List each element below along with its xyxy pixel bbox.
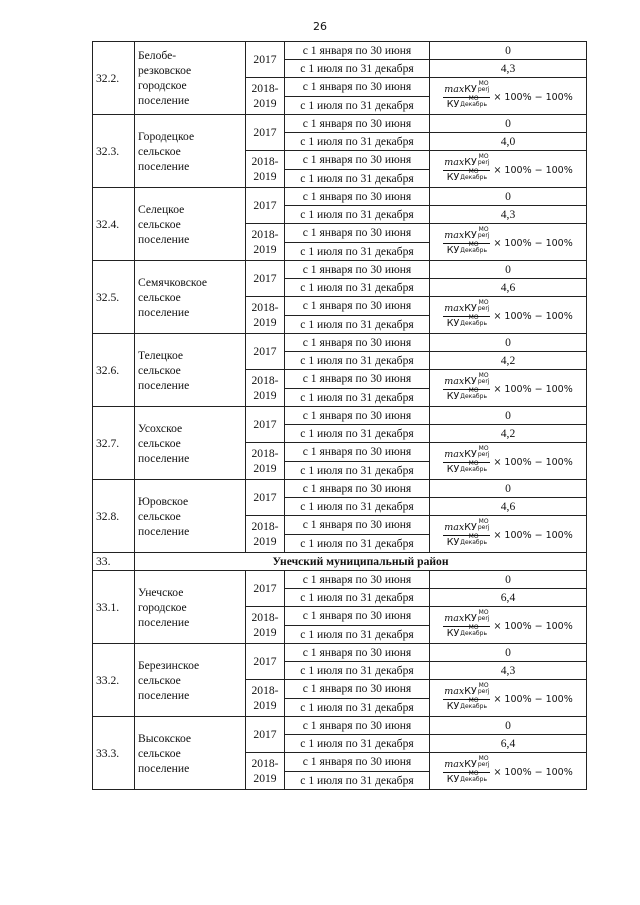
period-cell: с 1 января по 30 июня bbox=[285, 370, 430, 389]
value-cell: 0 bbox=[430, 480, 587, 498]
table-row bbox=[93, 42, 587, 60]
table-row bbox=[93, 115, 587, 133]
formula-ku: КУ bbox=[446, 701, 460, 712]
value-cell: 4,0 bbox=[430, 133, 587, 151]
formula-fraction bbox=[443, 518, 490, 549]
formula-indices bbox=[460, 698, 487, 710]
formula-sub: perj bbox=[477, 305, 490, 312]
formula-sub: perj bbox=[477, 378, 490, 385]
period-cell: с 1 июля по 31 декабря bbox=[285, 388, 430, 407]
formula-indices bbox=[478, 300, 490, 312]
formula-fraction bbox=[443, 80, 490, 111]
year-cell: 2017 bbox=[246, 261, 285, 297]
year-cell: 2017 bbox=[246, 407, 285, 443]
formula-ku: КУ bbox=[446, 464, 460, 475]
formula-denominator bbox=[446, 314, 487, 330]
year-cell: 2018- 2019 bbox=[246, 443, 285, 480]
period-cell: с 1 июля по 31 декабря bbox=[285, 735, 430, 753]
period-cell: с 1 июля по 31 декабря bbox=[285, 96, 430, 115]
value-cell: 0 bbox=[430, 42, 587, 60]
formula-ku: КУ bbox=[464, 157, 477, 168]
formula-ku: КУ bbox=[464, 376, 477, 387]
formula-sup: МО bbox=[468, 624, 479, 631]
year-cell: 2018- 2019 bbox=[246, 516, 285, 553]
formula-ku: КУ bbox=[446, 172, 460, 183]
value-cell: 0 bbox=[430, 115, 587, 133]
formula-max: max bbox=[444, 759, 465, 770]
formula-indices bbox=[460, 388, 487, 400]
formula-denominator bbox=[446, 168, 487, 184]
settlement-name: Семячковское сельское поселение bbox=[135, 261, 246, 334]
period-cell: с 1 января по 30 июня bbox=[285, 644, 430, 662]
formula-max: max bbox=[444, 303, 465, 314]
formula-ku: КУ bbox=[446, 628, 460, 639]
period-cell: с 1 июля по 31 декабря bbox=[285, 625, 430, 644]
formula-sub: perj bbox=[477, 615, 490, 622]
settlement-name: Селецкое сельское поселение bbox=[135, 188, 246, 261]
formula-ku: КУ bbox=[446, 537, 460, 548]
formula-indices bbox=[478, 227, 490, 239]
row-number: 32.3. bbox=[93, 115, 135, 188]
period-cell: с 1 июля по 31 декабря bbox=[285, 206, 430, 224]
formula-ku: КУ bbox=[464, 303, 477, 314]
formula-indices bbox=[460, 315, 487, 327]
table-row bbox=[93, 480, 587, 498]
settlement-name: Телецкое сельское поселение bbox=[135, 334, 246, 407]
growth-formula bbox=[443, 682, 573, 713]
tariff-table bbox=[92, 41, 587, 790]
page-number: 26 bbox=[313, 20, 327, 33]
formula-sub: Декабрь bbox=[460, 174, 487, 181]
year-cell: 2017 bbox=[246, 334, 285, 370]
growth-formula bbox=[443, 755, 573, 786]
table-row bbox=[93, 644, 587, 662]
row-number: 32.6. bbox=[93, 334, 135, 407]
period-cell: с 1 июля по 31 декабря bbox=[285, 698, 430, 717]
year-cell: 2017 bbox=[246, 42, 285, 78]
period-cell: с 1 января по 30 июня bbox=[285, 115, 430, 133]
year-cell: 2018- 2019 bbox=[246, 607, 285, 644]
formula-cell bbox=[430, 443, 587, 480]
formula-ku: КУ bbox=[446, 99, 460, 110]
period-cell: с 1 января по 30 июня bbox=[285, 480, 430, 498]
period-cell: с 1 июля по 31 декабря bbox=[285, 279, 430, 297]
formula-cell bbox=[430, 370, 587, 407]
settlement-name: Юровское сельское поселение bbox=[135, 480, 246, 553]
period-cell: с 1 июля по 31 декабря bbox=[285, 589, 430, 607]
formula-sup: МО bbox=[478, 445, 489, 452]
period-cell: с 1 июля по 31 декабря bbox=[285, 60, 430, 78]
formula-sup: МО bbox=[468, 533, 479, 540]
formula-indices bbox=[478, 81, 490, 93]
period-cell: с 1 января по 30 июня bbox=[285, 443, 430, 462]
table-row bbox=[93, 334, 587, 352]
settlement-name: Усохское сельское поселение bbox=[135, 407, 246, 480]
settlement-name: Унечское городское поселение bbox=[135, 571, 246, 644]
formula-ku: КУ bbox=[464, 686, 477, 697]
formula-ku: КУ bbox=[464, 613, 477, 624]
formula-tail: × 100% − 100% bbox=[493, 384, 573, 395]
formula-indices bbox=[460, 461, 487, 473]
formula-sup: МО bbox=[468, 314, 479, 321]
formula-indices bbox=[478, 373, 490, 385]
formula-sub: perj bbox=[477, 451, 490, 458]
formula-ku: КУ bbox=[446, 318, 460, 329]
formula-ku: КУ bbox=[464, 84, 477, 95]
period-cell: с 1 июля по 31 декабря bbox=[285, 534, 430, 553]
formula-sup: МО bbox=[468, 770, 479, 777]
row-number: 32.2. bbox=[93, 42, 135, 115]
row-number: 33.1. bbox=[93, 571, 135, 644]
formula-sup: МО bbox=[478, 518, 489, 525]
formula-sub: Декабрь bbox=[460, 101, 487, 108]
formula-sup: МО bbox=[468, 460, 479, 467]
formula-sub: Декабрь bbox=[460, 776, 487, 783]
year-cell: 2017 bbox=[246, 644, 285, 680]
value-cell: 0 bbox=[430, 407, 587, 425]
formula-sup: МО bbox=[468, 95, 479, 102]
formula-sup: МО bbox=[478, 299, 489, 306]
formula-ku: КУ bbox=[446, 245, 460, 256]
value-cell: 0 bbox=[430, 644, 587, 662]
period-cell: с 1 января по 30 июня bbox=[285, 516, 430, 535]
formula-indices bbox=[478, 756, 490, 768]
formula-fraction bbox=[443, 445, 490, 476]
formula-tail: × 100% − 100% bbox=[493, 530, 573, 541]
formula-sub: Декабрь bbox=[460, 393, 487, 400]
period-cell: с 1 июля по 31 декабря bbox=[285, 425, 430, 443]
row-number: 32.5. bbox=[93, 261, 135, 334]
period-cell: с 1 июля по 31 декабря bbox=[285, 133, 430, 151]
row-number: 33.3. bbox=[93, 717, 135, 790]
formula-fraction bbox=[443, 755, 490, 786]
formula-sub: Декабрь bbox=[460, 703, 487, 710]
formula-sub: perj bbox=[477, 159, 490, 166]
formula-indices bbox=[460, 96, 487, 108]
row-number: 33. bbox=[93, 553, 135, 571]
row-number: 33.2. bbox=[93, 644, 135, 717]
formula-indices bbox=[460, 169, 487, 181]
period-cell: с 1 июля по 31 декабря bbox=[285, 771, 430, 790]
formula-fraction bbox=[443, 682, 490, 713]
growth-formula bbox=[443, 299, 573, 330]
formula-sup: МО bbox=[468, 168, 479, 175]
formula-fraction bbox=[443, 299, 490, 330]
period-cell: с 1 января по 30 июня bbox=[285, 297, 430, 316]
value-cell: 0 bbox=[430, 571, 587, 589]
table-row bbox=[93, 717, 587, 735]
value-cell: 4,3 bbox=[430, 662, 587, 680]
formula-denominator bbox=[446, 533, 487, 549]
period-cell: с 1 января по 30 июня bbox=[285, 78, 430, 97]
period-cell: с 1 июля по 31 декабря bbox=[285, 498, 430, 516]
settlement-name: Городецкое сельское поселение bbox=[135, 115, 246, 188]
formula-indices bbox=[460, 534, 487, 546]
formula-denominator bbox=[446, 387, 487, 403]
formula-sup: МО bbox=[468, 241, 479, 248]
formula-sub: Декабрь bbox=[460, 320, 487, 327]
formula-cell bbox=[430, 516, 587, 553]
year-cell: 2017 bbox=[246, 717, 285, 753]
formula-tail: × 100% − 100% bbox=[493, 457, 573, 468]
period-cell: с 1 января по 30 июня bbox=[285, 571, 430, 589]
period-cell: с 1 января по 30 июня bbox=[285, 334, 430, 352]
formula-tail: × 100% − 100% bbox=[493, 311, 573, 322]
formula-sub: Декабрь bbox=[460, 247, 487, 254]
formula-cell bbox=[430, 680, 587, 717]
formula-fraction bbox=[443, 609, 490, 640]
year-cell: 2018- 2019 bbox=[246, 753, 285, 790]
formula-tail: × 100% − 100% bbox=[493, 767, 573, 778]
formula-tail: × 100% − 100% bbox=[493, 165, 573, 176]
formula-max: max bbox=[444, 84, 465, 95]
formula-max: max bbox=[444, 376, 465, 387]
growth-formula bbox=[443, 445, 573, 476]
period-cell: с 1 января по 30 июня bbox=[285, 680, 430, 699]
formula-sup: МО bbox=[468, 697, 479, 704]
formula-sup: МО bbox=[478, 80, 489, 87]
formula-denominator bbox=[446, 624, 487, 640]
formula-sub: Декабрь bbox=[460, 630, 487, 637]
value-cell: 0 bbox=[430, 334, 587, 352]
formula-indices bbox=[460, 625, 487, 637]
growth-formula bbox=[443, 609, 573, 640]
growth-formula bbox=[443, 153, 573, 184]
formula-tail: × 100% − 100% bbox=[493, 238, 573, 249]
formula-sup: МО bbox=[478, 153, 489, 160]
table-row bbox=[93, 407, 587, 425]
year-cell: 2018- 2019 bbox=[246, 78, 285, 115]
formula-denominator bbox=[446, 95, 487, 111]
period-cell: с 1 января по 30 июня bbox=[285, 607, 430, 626]
settlement-name: Березинское сельское поселение bbox=[135, 644, 246, 717]
value-cell: 6,4 bbox=[430, 735, 587, 753]
formula-ku: КУ bbox=[464, 449, 477, 460]
settlement-name: Белобе- резковское городское поселение bbox=[135, 42, 246, 115]
formula-sub: perj bbox=[477, 86, 490, 93]
period-cell: с 1 января по 30 июня bbox=[285, 717, 430, 735]
formula-sub: perj bbox=[477, 232, 490, 239]
formula-max: max bbox=[444, 613, 465, 624]
formula-cell bbox=[430, 297, 587, 334]
formula-denominator bbox=[446, 770, 487, 786]
formula-sub: perj bbox=[477, 761, 490, 768]
period-cell: с 1 января по 30 июня bbox=[285, 753, 430, 772]
row-number: 32.8. bbox=[93, 480, 135, 553]
value-cell: 6,4 bbox=[430, 589, 587, 607]
formula-sup: МО bbox=[478, 755, 489, 762]
formula-sup: МО bbox=[478, 609, 489, 616]
year-cell: 2018- 2019 bbox=[246, 151, 285, 188]
growth-formula bbox=[443, 518, 573, 549]
settlement-name: Высокское сельское поселение bbox=[135, 717, 246, 790]
formula-ku: КУ bbox=[464, 759, 477, 770]
formula-cell bbox=[430, 607, 587, 644]
formula-tail: × 100% − 100% bbox=[493, 694, 573, 705]
period-cell: с 1 июля по 31 декабря bbox=[285, 461, 430, 480]
value-cell: 4,6 bbox=[430, 279, 587, 297]
formula-ku: КУ bbox=[464, 522, 477, 533]
formula-cell bbox=[430, 224, 587, 261]
period-cell: с 1 июля по 31 декабря bbox=[285, 662, 430, 680]
year-cell: 2017 bbox=[246, 188, 285, 224]
formula-sub: perj bbox=[477, 524, 490, 531]
formula-indices bbox=[460, 242, 487, 254]
value-cell: 4,6 bbox=[430, 498, 587, 516]
formula-max: max bbox=[444, 449, 465, 460]
formula-indices bbox=[478, 683, 490, 695]
formula-ku: КУ bbox=[464, 230, 477, 241]
year-cell: 2018- 2019 bbox=[246, 680, 285, 717]
formula-max: max bbox=[444, 230, 465, 241]
growth-formula bbox=[443, 226, 573, 257]
formula-cell bbox=[430, 151, 587, 188]
period-cell: с 1 июля по 31 декабря bbox=[285, 169, 430, 188]
year-cell: 2017 bbox=[246, 115, 285, 151]
period-cell: с 1 января по 30 июня bbox=[285, 42, 430, 60]
period-cell: с 1 июля по 31 декабря bbox=[285, 315, 430, 334]
value-cell: 4,3 bbox=[430, 60, 587, 78]
value-cell: 4,3 bbox=[430, 206, 587, 224]
value-cell: 0 bbox=[430, 188, 587, 206]
formula-sub: Декабрь bbox=[460, 466, 487, 473]
formula-fraction bbox=[443, 226, 490, 257]
period-cell: с 1 июля по 31 декабря bbox=[285, 242, 430, 261]
value-cell: 4,2 bbox=[430, 425, 587, 443]
period-cell: с 1 января по 30 июня bbox=[285, 407, 430, 425]
formula-max: max bbox=[444, 157, 465, 168]
formula-indices bbox=[478, 610, 490, 622]
formula-indices bbox=[460, 771, 487, 783]
formula-cell bbox=[430, 753, 587, 790]
formula-tail: × 100% − 100% bbox=[493, 92, 573, 103]
formula-ku: КУ bbox=[446, 774, 460, 785]
formula-denominator bbox=[446, 241, 487, 257]
formula-ku: КУ bbox=[446, 391, 460, 402]
year-cell: 2018- 2019 bbox=[246, 297, 285, 334]
growth-formula bbox=[443, 372, 573, 403]
formula-cell bbox=[430, 78, 587, 115]
period-cell: с 1 января по 30 июня bbox=[285, 151, 430, 170]
year-cell: 2017 bbox=[246, 480, 285, 516]
period-cell: с 1 января по 30 июня bbox=[285, 188, 430, 206]
formula-denominator bbox=[446, 697, 487, 713]
district-row bbox=[93, 553, 587, 571]
formula-sup: МО bbox=[478, 226, 489, 233]
period-cell: с 1 января по 30 июня bbox=[285, 224, 430, 243]
year-cell: 2017 bbox=[246, 571, 285, 607]
value-cell: 0 bbox=[430, 717, 587, 735]
table-row bbox=[93, 261, 587, 279]
year-cell: 2018- 2019 bbox=[246, 224, 285, 261]
value-cell: 0 bbox=[430, 261, 587, 279]
formula-sup: МО bbox=[478, 372, 489, 379]
year-cell: 2018- 2019 bbox=[246, 370, 285, 407]
table-row bbox=[93, 188, 587, 206]
formula-fraction bbox=[443, 372, 490, 403]
formula-sub: Декабрь bbox=[460, 539, 487, 546]
formula-sub: perj bbox=[477, 688, 490, 695]
formula-max: max bbox=[444, 686, 465, 697]
formula-denominator bbox=[446, 460, 487, 476]
formula-sup: МО bbox=[468, 387, 479, 394]
period-cell: с 1 июля по 31 декабря bbox=[285, 352, 430, 370]
row-number: 32.7. bbox=[93, 407, 135, 480]
growth-formula bbox=[443, 80, 573, 111]
period-cell: с 1 января по 30 июня bbox=[285, 261, 430, 279]
row-number: 32.4. bbox=[93, 188, 135, 261]
value-cell: 4,2 bbox=[430, 352, 587, 370]
formula-fraction bbox=[443, 153, 490, 184]
formula-tail: × 100% − 100% bbox=[493, 621, 573, 632]
formula-indices bbox=[478, 519, 490, 531]
formula-sup: МО bbox=[478, 682, 489, 689]
table-row bbox=[93, 571, 587, 589]
formula-max: max bbox=[444, 522, 465, 533]
formula-indices bbox=[478, 446, 490, 458]
formula-indices bbox=[478, 154, 490, 166]
district-name: Унечский муниципальный район bbox=[135, 553, 587, 571]
